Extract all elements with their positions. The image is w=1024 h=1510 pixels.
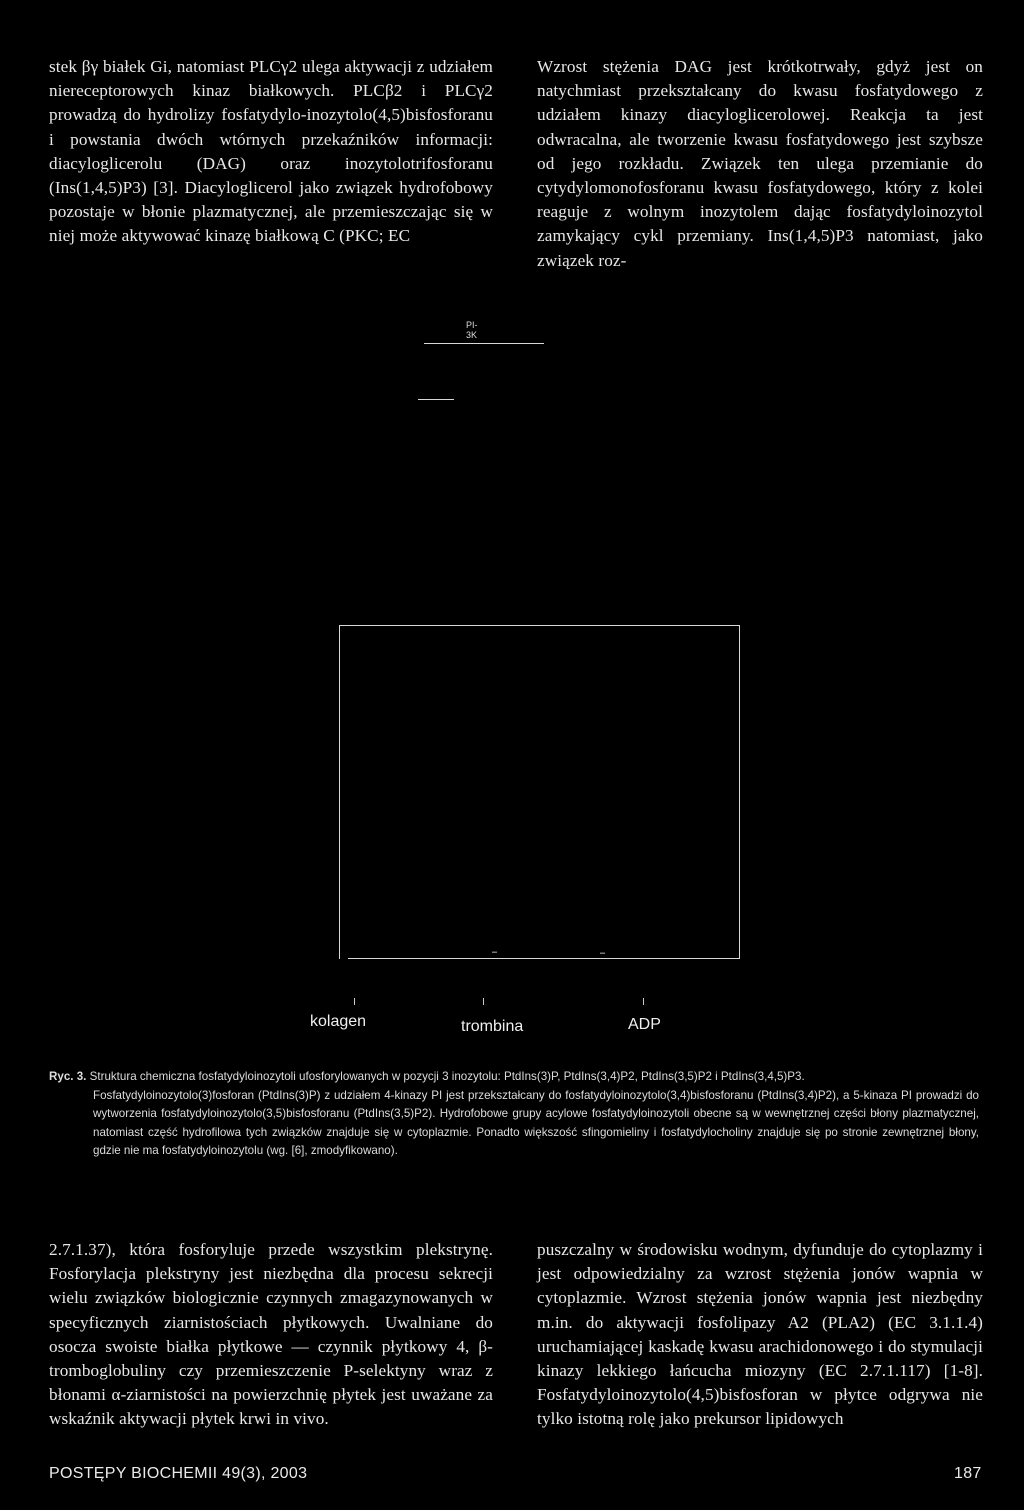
- paragraph: 2.7.1.37), która fosforyluje przede wszystkim plekstrynę. Fosforylacja plekstryny jest niezbędna dla procesu sekrecji wielu związków biologicznie czynnych zmagazynowanych w specyficznych ziarnistościach płytkowych. Uwalniane do osocza swoiste białka płytkowe — czynnik płytkowy 4, β-tromboglobuliny czy przemieszczenie P-selektyny wraz z błonami α-ziarnistości na powierzchnię płytek jest uważane za wskaźnik aktywacji płytek krwi in vivo.: [49, 1240, 493, 1429]
- divider-line: [418, 399, 454, 400]
- caption-text-first: Struktura chemiczna fosfatydyloinozytoli ufosforylowanych w pozycji 3 inozytolu: PtdIns(3)P, PtdIns(3,4)P2, PtdIns(3,5)P2 i PtdIns(3,4,5)P3.: [89, 1070, 805, 1083]
- pi3k-label: PI-3K: [466, 320, 478, 340]
- faint-mark: ▬: [600, 950, 605, 956]
- agonist-label-kolagen: kolagen: [310, 1013, 367, 1030]
- text-column-bottom-left: [49, 1238, 493, 1432]
- membrane-box-right: [739, 625, 740, 959]
- paragraph: puszczalny w środowisku wodnym, dyfunduje do cytoplazmy i jest odpowiedzialny za wzrost stężenia jonów wapnia w cytoplazmie. Wzrost stężenia jonów wapnia jest niezbędny m.in. do aktywacji fosfolipazy A2 (PLA2) (EC 3.1.1.4) uruchamiającej kaskadę kwasu arachidonowego i do stymulacji kinazy lekkiego łańcucha miozyny (EC 2.7.1.117) [1-8]. Fosfatydyloinozytolo(4,5)bisfosforan w płytce odgrywa nie tylko istotną rolę jako prekursor lipidowych: [537, 1240, 983, 1429]
- agonist-label-adp: ADP: [628, 1016, 661, 1033]
- tick-mark: [643, 998, 644, 1005]
- text-column-top-left: [49, 55, 493, 249]
- membrane-box-top: [339, 625, 740, 626]
- page-number: 187: [954, 1465, 982, 1482]
- membrane-box-left: [339, 625, 340, 959]
- text-column-top-right: [537, 55, 983, 273]
- agonist-label-trombina: trombina: [461, 1018, 524, 1035]
- paragraph: stek βγ białek Gi, natomiast PLCγ2 ulega aktywacji z udziałem niereceptorowych kinaz białkowych. PLCβ2 i PLCγ2 prowadzą do hydrolizy fosfatydylo-inozytolo(4,5)bisfosforanu i powstania dwóch wtórnych przekaźników informacji: diacyloglicerolu (DAG) oraz inozytolotrifosforanu (Ins(1,4,5)P3) [3]. Diacyloglicerol jako związek hydrofobowy pozostaje w błonie plazmatycznej, ale przemieszczając się w niej może aktywować kinazę białkową C (PKC; EC: [49, 57, 493, 246]
- caption-label: Ryc. 3.: [49, 1070, 87, 1083]
- tick-mark: [354, 998, 355, 1005]
- membrane-box-bottom: [348, 958, 740, 959]
- journal-footer: POSTĘPY BIOCHEMII 49(3), 2003: [49, 1465, 308, 1482]
- paragraph: Wzrost stężenia DAG jest krótkotrwały, gdyż jest on natychmiast przekształcany do kwasu fosfatydowego z udziałem kinazy diacyloglicerolowej. Reakcja ta jest odwracalna, ale tworzenie kwasu fosfatydowego jest szybsze od jego rozkładu. Związek ten ulega przemianie do cytydylomonofosforanu kwasu fosfatydowego, który z kolei reaguje z wolnym inozytolem dając fosfatydyloinozytol zamykający cykl przemiany. Ins(1,4,5)P3 natomiast, jako związek roz-: [537, 57, 983, 270]
- tick-mark: [483, 998, 484, 1005]
- caption-text-rest: Fosfatydyloinozytolo(3)fosforan (PtdIns(3)P) z udziałem 4-kinazy PI jest przekształcany do fosfatydyloinozytolo(3,4)bisfosforanu (PtdIns(3,4)P2), a 5-kinaza PI prowadzi do wytworzenia fosfatydyloinozytolo(3,5)bisfosforanu (PtdIns(3,5)P2). Hydrofobowe grupy acylowe fosfatydyloinozytoli obecne są w wewnętrznej części błony plazmatycznej, natomiast część hydrofilowa tych związków znajduje się w cytoplazmie. Ponadto większość sfingomieliny i fosfatydylocholiny znajduje się po stronie zewnętrznej błony, gdzie nie ma fosfatydyloinozytolu (wg. [6], zmodyfikowano).: [93, 1088, 979, 1158]
- text-column-bottom-right: [537, 1238, 983, 1432]
- figure-caption: [49, 1068, 979, 1161]
- faint-mark: ▬: [492, 949, 497, 955]
- divider-line: [424, 343, 544, 344]
